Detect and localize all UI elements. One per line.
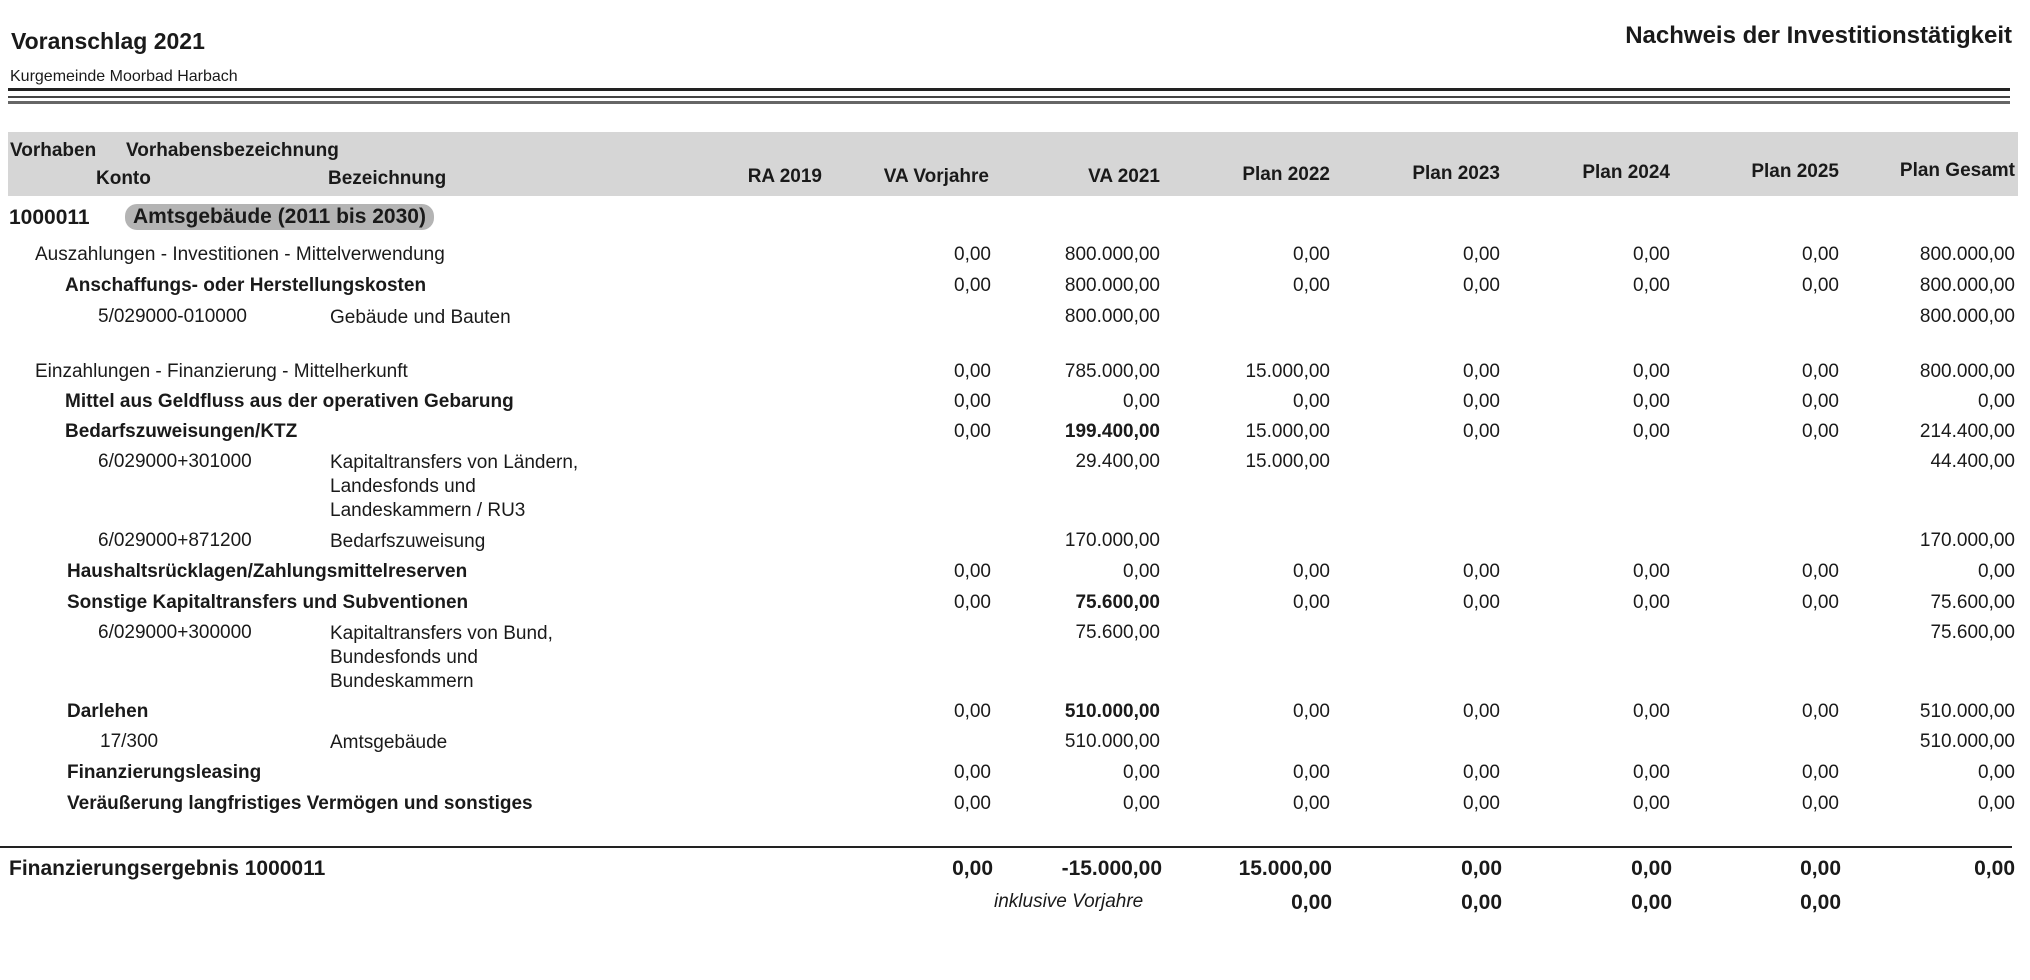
- account-description-line: Kapitaltransfers von Ländern,: [330, 452, 579, 473]
- cell-plan-2022: 15.000,00: [1238, 857, 1332, 880]
- cell-plan-gesamt: 214.400,00: [1919, 421, 2015, 442]
- cell-plan-gesamt: 170.000,00: [1919, 530, 2015, 551]
- page-title: Voranschlag 2021: [11, 28, 205, 54]
- cell-plan-2022: 0,00: [1293, 793, 1330, 814]
- cell-va-2021: 800.000,00: [1064, 306, 1160, 327]
- cell-va-2021: 199.400,00: [1064, 421, 1160, 442]
- row-label: Mittel aus Geldfluss aus der operativen Gebarung: [65, 391, 514, 412]
- cell-plan-gesamt: 0,00: [1978, 793, 2015, 814]
- account-description: Bedarfszuweisung: [330, 531, 486, 552]
- cell-plan-2022: 0,00: [1293, 275, 1330, 296]
- cell-plan-2025: 0,00: [1802, 793, 1839, 814]
- cell-plan-2023: 0,00: [1463, 561, 1500, 582]
- header-rule: [8, 96, 2010, 98]
- column-header-plan-2022: Plan 2022: [1242, 164, 1330, 185]
- cell-plan-2022: 15.000,00: [1245, 361, 1330, 382]
- cell-plan-2025: 0,00: [1800, 891, 1841, 914]
- column-header-plan-2025: Plan 2025: [1751, 161, 1839, 182]
- cell-va-2021: 510.000,00: [1064, 701, 1160, 722]
- cell-va-vorjahre: 0,00: [952, 857, 993, 880]
- cell-plan-2024: 0,00: [1633, 762, 1670, 783]
- column-header-va-vorjahre: VA Vorjahre: [883, 166, 989, 187]
- cell-va-2021: 75.600,00: [1075, 622, 1160, 643]
- account-description-line: Bundesfonds und: [330, 647, 478, 668]
- cell-plan-2024: 0,00: [1633, 244, 1670, 265]
- cell-plan-2024: 0,00: [1633, 701, 1670, 722]
- row-label: Einzahlungen - Finanzierung - Mittelherkunft: [35, 361, 408, 382]
- account-description: Amtsgebäude: [330, 732, 448, 753]
- column-header-ra-2019: RA 2019: [747, 166, 822, 187]
- cell-plan-2023: 0,00: [1463, 421, 1500, 442]
- cell-plan-2022: 0,00: [1293, 592, 1330, 613]
- column-header-plan-gesamt: Plan Gesamt: [1899, 160, 2015, 181]
- cell-plan-2023: 0,00: [1463, 762, 1500, 783]
- cell-plan-2023: 0,00: [1463, 391, 1500, 412]
- cell-va-2021: -15.000,00: [1061, 857, 1162, 880]
- cell-plan-gesamt: 44.400,00: [1930, 451, 2015, 472]
- cell-va-2021: 170.000,00: [1064, 530, 1160, 551]
- including-prior-years-label: inklusive Vorjahre: [994, 891, 1144, 912]
- cell-va-2021: 510.000,00: [1064, 731, 1160, 752]
- table-row: [0, 361, 2030, 385]
- cell-va-vorjahre: 0,00: [954, 275, 991, 296]
- financing-result-label: Finanzierungsergebnis 1000011: [9, 857, 326, 880]
- cell-plan-gesamt: 0,00: [1978, 762, 2015, 783]
- cell-plan-2024: 0,00: [1633, 592, 1670, 613]
- row-label: Finanzierungsleasing: [67, 762, 262, 783]
- cell-plan-2024: 0,00: [1633, 561, 1670, 582]
- cell-plan-2025: 0,00: [1802, 592, 1839, 613]
- cell-plan-2024: 0,00: [1633, 421, 1670, 442]
- table-row: [0, 306, 2030, 330]
- project-number: 1000011: [9, 206, 90, 229]
- cell-va-vorjahre: 0,00: [954, 391, 991, 412]
- cell-plan-2023: 0,00: [1463, 793, 1500, 814]
- cell-plan-2024: 0,00: [1633, 793, 1670, 814]
- cell-plan-gesamt: 800.000,00: [1919, 244, 2015, 265]
- account-number: 6/029000+871200: [98, 530, 252, 551]
- column-header-vorhabensbezeichnung: Vorhabensbezeichnung: [126, 140, 339, 161]
- cell-plan-gesamt: 800.000,00: [1919, 306, 2015, 327]
- cell-va-2021: 800.000,00: [1064, 275, 1160, 296]
- column-header-va-2021: VA 2021: [1088, 166, 1160, 187]
- cell-va-vorjahre: 0,00: [954, 701, 991, 722]
- cell-va-2021: 0,00: [1123, 762, 1160, 783]
- cell-plan-2025: 0,00: [1802, 421, 1839, 442]
- cell-plan-2022: 15.000,00: [1245, 451, 1330, 472]
- cell-plan-2024: 0,00: [1631, 891, 1672, 914]
- row-label: Veräußerung langfristiges Vermögen und sonstiges: [67, 793, 533, 814]
- cell-plan-gesamt: 75.600,00: [1930, 622, 2015, 643]
- column-header-vorhaben: Vorhaben: [10, 140, 97, 161]
- cell-plan-2025: 0,00: [1802, 361, 1839, 382]
- cell-plan-2022: 0,00: [1293, 391, 1330, 412]
- cell-plan-2025: 0,00: [1802, 561, 1839, 582]
- financing-result-row: [0, 857, 2030, 881]
- cell-plan-2025: 0,00: [1802, 244, 1839, 265]
- cell-plan-gesamt: 510.000,00: [1919, 701, 2015, 722]
- cell-va-2021: 785.000,00: [1064, 361, 1160, 382]
- cell-plan-2022: 0,00: [1291, 891, 1332, 914]
- account-number: 6/029000+301000: [98, 451, 252, 472]
- account-description-line: Kapitaltransfers von Bund,: [330, 623, 553, 644]
- table-row: [0, 762, 2030, 786]
- table-row: [0, 421, 2030, 445]
- cell-plan-2023: 0,00: [1463, 592, 1500, 613]
- report-title: Nachweis der Investitionstätigkeit: [1625, 22, 2012, 49]
- project-name: Amtsgebäude (2011 bis 2030): [125, 204, 434, 230]
- cell-plan-2024: 0,00: [1633, 391, 1670, 412]
- account-description-line: Bundeskammern: [330, 671, 474, 692]
- account-number: 5/029000-010000: [98, 306, 247, 327]
- cell-plan-2023: 0,00: [1463, 361, 1500, 382]
- cell-plan-gesamt: 0,00: [1974, 857, 2015, 880]
- account-description: Gebäude und Bauten: [330, 307, 511, 328]
- table-row: [0, 793, 2030, 817]
- cell-plan-2024: 0,00: [1633, 361, 1670, 382]
- cell-plan-2025: 0,00: [1802, 275, 1839, 296]
- column-header-bezeichnung: Bezeichnung: [328, 168, 447, 189]
- cell-va-vorjahre: 0,00: [954, 361, 991, 382]
- row-label: Bedarfszuweisungen/KTZ: [65, 421, 298, 442]
- account-description-line: Landeskammern / RU3: [330, 500, 526, 521]
- cell-plan-2023: 0,00: [1463, 701, 1500, 722]
- account-number: 17/300: [100, 731, 159, 752]
- summary-rule: [0, 846, 2012, 848]
- cell-va-2021: 75.600,00: [1075, 592, 1160, 613]
- cell-va-2021: 0,00: [1123, 561, 1160, 582]
- account-number: 6/029000+300000: [98, 622, 252, 643]
- cell-plan-2025: 0,00: [1802, 391, 1839, 412]
- cell-plan-2023: 0,00: [1463, 244, 1500, 265]
- cell-plan-2024: 0,00: [1633, 275, 1670, 296]
- table-row: [0, 622, 2030, 696]
- cell-plan-gesamt: 75.600,00: [1930, 592, 2015, 613]
- cell-plan-2023: 0,00: [1461, 857, 1502, 880]
- cell-plan-gesamt: 800.000,00: [1919, 275, 2015, 296]
- cell-va-2021: 800.000,00: [1064, 244, 1160, 265]
- cell-plan-2022: 0,00: [1293, 244, 1330, 265]
- cell-va-vorjahre: 0,00: [954, 561, 991, 582]
- table-row: [0, 391, 2030, 415]
- table-row: [0, 451, 2030, 525]
- cell-va-2021: 29.400,00: [1075, 451, 1160, 472]
- table-row: [0, 275, 2030, 299]
- cell-va-vorjahre: 0,00: [954, 592, 991, 613]
- cell-plan-2022: 0,00: [1293, 561, 1330, 582]
- cell-va-vorjahre: 0,00: [954, 244, 991, 265]
- municipality-name: Kurgemeinde Moorbad Harbach: [10, 68, 238, 85]
- table-row: [0, 731, 2030, 755]
- row-label: Haushaltsrücklagen/Zahlungsmittelreserven: [67, 561, 468, 582]
- account-description-line: Landesfonds und: [330, 476, 476, 497]
- table-row: [0, 530, 2030, 554]
- header-rule: [8, 88, 2010, 91]
- table-row: [0, 561, 2030, 585]
- table-row: [0, 701, 2030, 725]
- cell-plan-gesamt: 0,00: [1978, 391, 2015, 412]
- cell-plan-2023: 0,00: [1463, 275, 1500, 296]
- cell-va-vorjahre: 0,00: [954, 793, 991, 814]
- table-row: [0, 592, 2030, 616]
- cell-va-vorjahre: 0,00: [954, 421, 991, 442]
- cell-plan-gesamt: 800.000,00: [1919, 361, 2015, 382]
- row-label: Anschaffungs- oder Herstellungskosten: [65, 275, 427, 296]
- column-header-konto: Konto: [96, 168, 151, 189]
- cell-plan-2025: 0,00: [1802, 701, 1839, 722]
- cell-plan-2025: 0,00: [1802, 762, 1839, 783]
- cell-va-2021: 0,00: [1123, 793, 1160, 814]
- row-label: Darlehen: [67, 701, 149, 722]
- column-header-plan-2024: Plan 2024: [1582, 162, 1670, 183]
- column-header-plan-2023: Plan 2023: [1412, 163, 1500, 184]
- cell-plan-2024: 0,00: [1631, 857, 1672, 880]
- cell-plan-gesamt: 510.000,00: [1919, 731, 2015, 752]
- cell-plan-2022: 15.000,00: [1245, 421, 1330, 442]
- table-row: [0, 244, 2030, 268]
- cell-plan-2025: 0,00: [1800, 857, 1841, 880]
- cell-plan-2022: 0,00: [1293, 762, 1330, 783]
- cell-plan-2022: 0,00: [1293, 701, 1330, 722]
- cell-plan-gesamt: 0,00: [1978, 561, 2015, 582]
- cell-va-vorjahre: 0,00: [954, 762, 991, 783]
- cell-va-2021: 0,00: [1123, 391, 1160, 412]
- including-prior-years-row: [0, 891, 2030, 915]
- row-label: Auszahlungen - Investitionen - Mittelverwendung: [35, 244, 445, 265]
- row-label: Sonstige Kapitaltransfers und Subventionen: [67, 592, 469, 613]
- header-rule: [8, 101, 2010, 104]
- cell-plan-2023: 0,00: [1461, 891, 1502, 914]
